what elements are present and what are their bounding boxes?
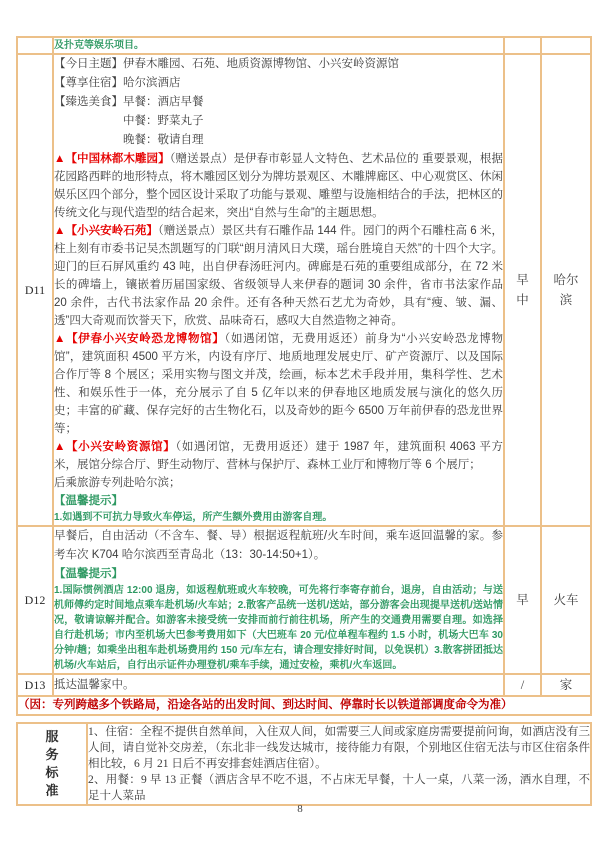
hotel-text: 哈尔滨酒店 — [123, 77, 181, 89]
meal-plan-label: 【臻选美食】 — [54, 96, 123, 108]
meal-plan-line — [54, 93, 503, 112]
breakfast-text: 早餐：酒店早餐 — [123, 96, 204, 108]
meal-lunch: 中 — [516, 293, 529, 307]
tips-title-d12: 【温馨提示】 — [54, 568, 123, 580]
meal-none: / — [520, 678, 525, 692]
attraction-paragraph — [54, 222, 503, 330]
attraction-title: ▲【小兴安岭石苑】 — [54, 225, 158, 237]
day-label-d11: D11 — [17, 54, 53, 526]
attraction-paragraph — [54, 330, 503, 438]
itinerary-row-d11 — [17, 54, 591, 526]
attraction-title: ▲【伊春小兴安岭恐龙博物馆】 — [54, 333, 225, 345]
service-content-cell — [87, 723, 591, 805]
continuation-meal-cell — [504, 37, 541, 54]
itinerary-row-d12 — [17, 526, 591, 674]
tip-item-d12: 1.国际惯例酒店 12:00 退房，如返程航班或火车较晚，可先将行李寄存前台，退房，自由活动；与送机师傅约定时间地点乘车赴机场/火车站；2.散客产品统一送机/送站，部分游客会出现提早送机/送站情况，敬请谅解并配合。如游客未接受统一安排而前行前往机场，所产生的交通费用需要自理。如选择自行赴机场；市内至机场大巴参考费用如下（大巴班车 20 元/位单程车程约 1.5 小时，机场大巴车 30 分钟/趟；如乘坐出租车赴机场费用约 150 元/车左右，请合理安排好时间，以免误机）3.散客拼团抵达机场/火车站后，自行出示证件办理登机/乘车手续，通过安检，乘机/火车返回。 — [54, 585, 503, 671]
attraction-title: ▲【中国林都木雕园】 — [54, 153, 170, 165]
continuation-content-cell — [53, 37, 504, 54]
service-standards-table — [16, 722, 592, 806]
theme-label: 【今日主题】 — [54, 58, 123, 70]
day-label-d13: D13 — [17, 674, 53, 696]
day-label-d12: D12 — [17, 526, 53, 674]
stay-text-d13: 家 — [559, 678, 573, 692]
attraction-text: （如遇闭馆，无费用返还）前身为“小兴安岭恐龙博物馆”，建筑面积 4500 平方米，内设有序厅、地质地理发展史厅、矿产资源厅、以及国际合作厅等 8 个展区；采用实物与图文并茂，绘画，标本艺术手段并用，集科学性、艺术性、和娱乐性于一体，充分展示了自 5 亿年以来的伊春地区地质发展与演化的悠久历史；丰富的矿藏、保存完好的古生物化石，以及奇妙的距今 6500 万年前伊春的恐龙世界等； — [54, 333, 503, 435]
attraction-text: （赠送景点）是伊春市彰显人文特色、艺术品位的 重要景观，根据花园路西畔的地形特点，将木雕园区划分为牌坊景观区、木雕牌廊区、中心观赏区、休闲娱乐区四个部分，整个园区设计采取了功能与景观、雕塑与设施相结合的手法，把林区的传统文化与现代造型的结合起来，突出“自然与生命”的主题思想。 — [54, 153, 503, 219]
service-item-lodging: 1、住宿：全程不提供自然单间，入住双人间，如需要三人间或家庭房需要提前问询，如酒店没有三人间，请自觉补交房差，（东北非一线发达城市，接待能力有限，个别地区住宿无法与市区住宿条件相比较，6 月 21 日后不再安排套娃酒店住宿）。 — [88, 726, 590, 770]
continuation-day-cell — [17, 37, 53, 54]
tip-item-d11: 1.如遇到不可抗力导致火车停运，所产生额外费用由游客自理。 — [54, 512, 333, 523]
itinerary-row-d13 — [17, 674, 591, 696]
theme-line — [54, 55, 503, 74]
meals-cell-d12 — [504, 526, 541, 674]
meal-breakfast: 早 — [516, 273, 529, 287]
continuation-row — [17, 37, 591, 54]
stay-text-d11: 哈尔滨 — [553, 273, 579, 307]
lunch-line: 中餐：野菜丸子 — [123, 115, 204, 127]
content-cell-d13 — [53, 674, 504, 696]
transfer-note: 后乘旅游专列赴哈尔滨； — [54, 477, 181, 489]
hotel-label: 【尊享住宿】 — [54, 77, 123, 89]
tips-title-d11: 【温馨提示】 — [54, 495, 123, 507]
railway-note-row — [17, 696, 591, 715]
attraction-title: ▲【小兴安岭资源馆】 — [54, 441, 176, 453]
attraction-text: （如遇闭馆，无费用返还）建于 1987 年，建筑面积 4063 平方米，展馆分综合厅、野生动物厅、营林与保护厅、森林工业厅和博物厅等 6 个展厅； — [54, 441, 503, 471]
service-standards-title: 服务标准 — [45, 729, 59, 798]
theme-text: 伊春木雕园、石苑、地质资源博物馆、小兴安岭资源馆 — [123, 58, 399, 70]
railway-note-text: （因：专列跨越多个铁路局，沿途各站的出发时间、到达时间、停靠时长以铁道部调度命令为准） — [17, 696, 591, 715]
content-cell-d12 — [53, 526, 504, 674]
service-item-meals: 2、用餐：9 早 13 正餐（酒店含早不吃不退，不占床无早餐，十人一桌，八菜一汤，酒水自理，不足十人菜品 — [88, 774, 590, 802]
meal-breakfast: 早 — [516, 593, 529, 607]
service-title-cell — [17, 723, 87, 805]
content-cell-d11 — [53, 54, 504, 526]
attraction-text: （赠送景点）景区共有石雕作品 144 件。园门的两个石雕柱高 6 米，柱上刻有市委书记吴杰凯题写的门联“朗月清风日大璞，瑶台胜境自天然”的十四个大字。迎门的巨石屏风重约 43 吨，出自伊春汤旺河内。碑廊是石苑的重要组成部分，在 72 米长的碑墙上，镶嵌着历届国家级、省级领导人来伊春的题词 30 余件，省市书法家作品 20 余件，古代书法家作品 20 余件。还有各种天然石艺尤为奇妙，具有“瘦、皱、漏、透”四大奇观而饮誉天下，欣赏、品味奇石，感叹大自然造物之神奇。 — [54, 225, 503, 327]
hotel-line — [54, 74, 503, 93]
meals-cell-d11 — [504, 54, 541, 526]
stay-cell-d13 — [541, 674, 591, 696]
itinerary-table — [16, 36, 592, 716]
page-number: 8 — [297, 803, 303, 815]
continuation-stay-cell — [541, 37, 591, 54]
stay-cell-d12 — [541, 526, 591, 674]
attraction-paragraph — [54, 150, 503, 222]
continuation-text: 及扑克等娱乐项目。 — [54, 40, 144, 51]
stay-cell-d11 — [541, 54, 591, 526]
dinner-line: 晚餐：敬请自理 — [123, 134, 204, 146]
d13-main-text: 抵达温馨家中。 — [54, 679, 135, 691]
d12-main-text: 早餐后，自由活动（不含车、餐、导）根据返程航班/火车时间，乘车返回温馨的家。参考车次 K704 哈尔滨西至青岛北（13：30-14:50+1）。 — [54, 530, 503, 561]
meals-cell-d13 — [504, 674, 541, 696]
stay-text-d12: 火车 — [553, 593, 579, 607]
service-standards-row — [17, 723, 591, 805]
attraction-paragraph — [54, 438, 503, 474]
